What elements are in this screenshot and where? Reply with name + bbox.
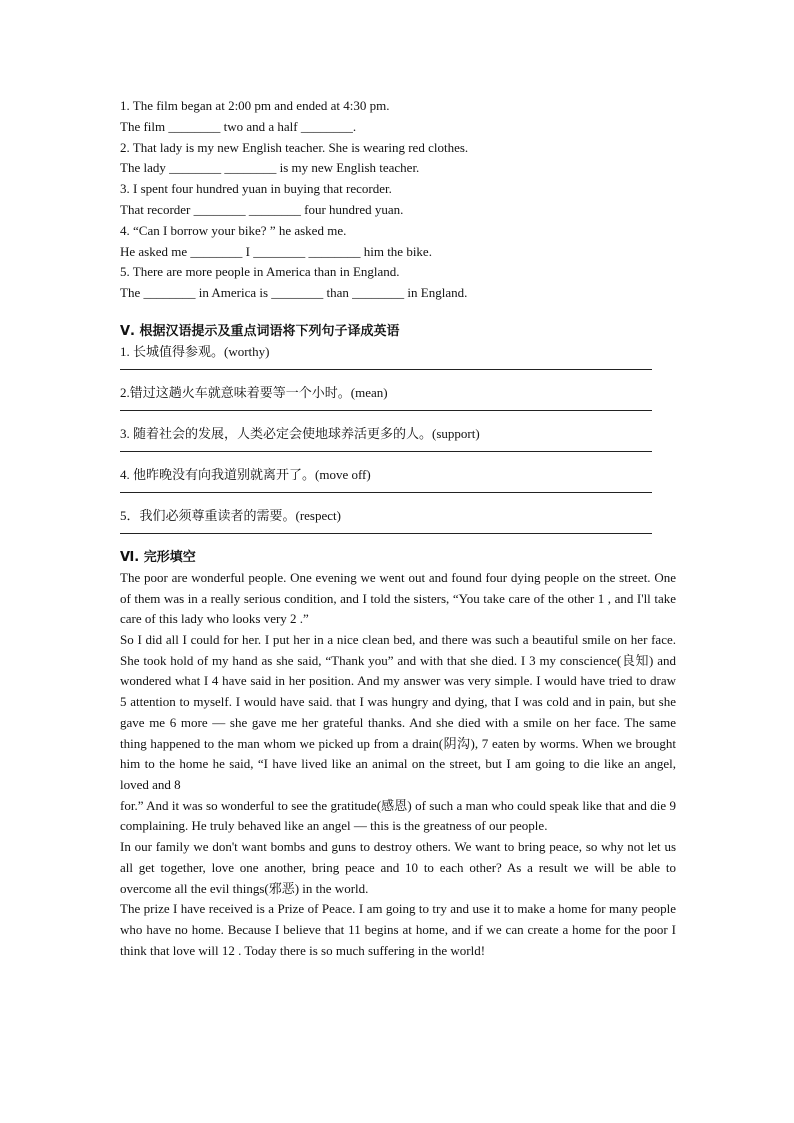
answer-line <box>120 369 652 370</box>
translation-section <box>120 322 676 534</box>
translation-prompt: 5．我们必须尊重读者的需要。(respect) <box>120 507 341 523</box>
rewrite-line: The ________ in America is ________ than ________ in England. <box>120 285 468 301</box>
rewrite-line: 1. The film began at 2:00 pm and ended at 4:30 pm. <box>120 98 390 113</box>
translation-prompt: 3. 随着社会的发展，人类必定会使地球养活更多的人。(support) <box>120 425 480 441</box>
rewrite-line: He asked me ________ I ________ ________ him the bike. <box>120 243 432 259</box>
translation-prompt: 4. 他昨晚没有向我道别就离开了。(move off) <box>120 466 371 482</box>
rewrite-line: 2. That lady is my new English teacher. She is wearing red clothes. <box>120 139 469 155</box>
rewrite-line: That recorder ________ ________ four hundred yuan. <box>120 201 404 217</box>
sentence-rewrite-section <box>120 96 676 304</box>
cloze-section <box>120 548 676 961</box>
answer-line <box>120 533 652 534</box>
cloze-paragraph: for.” And it was so wonderful to see the gratitude(感恩) of such a man who could speak like that and die 9 complaining. He truly behaved like an angel — this is the greatness of our people. <box>120 797 676 834</box>
worksheet-content <box>120 96 676 961</box>
rewrite-line: 3. I spent four hundred yuan in buying that recorder. <box>120 181 392 197</box>
rewrite-line: The film ________ two and a half ________. <box>120 118 357 134</box>
cloze-paragraph: The prize I have received is a Prize of Peace. I am going to try and use it to make a home for many people who have no home. Because I believe that 11 begins at home, and if we can create a home for the poor I think that love will 12 . Today there is so much suffering in the world! <box>120 901 676 958</box>
translation-prompt: 1. 长城值得参观。(worthy) <box>120 343 270 359</box>
rewrite-line: 4. “Can I borrow your bike? ” he asked me. <box>120 222 347 238</box>
answer-line <box>120 410 652 411</box>
cloze-paragraph: The poor are wonderful people. One evening we went out and found four dying people on the street. One of them was in a really serious condition, and I told the sisters, “You take care of the other 1 , and I'll take care of this lady who looks very 2 .” <box>120 569 676 627</box>
answer-line <box>120 492 652 493</box>
cloze-paragraph: So I did all I could for her. I put her in a nice clean bed, and there was such a beautiful smile on her face. She took hold of my hand as she said, “Thank you” and with that she died. I 3 my conscience(良知) and wondered what I 4 have said in her position. And my answer was very simple. I would have tried to draw 5 attention to myself. I would have said. that I was hungry and dying, that I was cold and in pain, but she gave me 6 more — she gave me her grateful thanks. And she died with a smile on her face. The same thing happened to the man whom we picked up from a drain(阴沟), 7 eaten by worms. When we brought him to the home he said, “I have lived like an animal on the street, but I am going to die like an angel, loved and 8 <box>120 632 676 792</box>
translation-prompt: 2.错过这趟火车就意味着要等一个小时。(mean) <box>120 384 388 400</box>
rewrite-line: 5. There are more people in America than in England. <box>120 264 400 280</box>
cloze-paragraph: In our family we don't want bombs and guns to destroy others. We want to bring peace, so why not let us all get together, love one another, bring peace and 10 to each other? As a result we will be able to overcome all the evil things(邪恶) in the world. <box>120 839 676 896</box>
rewrite-line: The lady ________ ________ is my new English teacher. <box>120 160 420 176</box>
answer-line <box>120 451 652 452</box>
section-heading: Ⅴ. 根据汉语提示及重点词语将下列句子译成英语 <box>120 323 400 339</box>
section-heading: Ⅵ. 完形填空 <box>120 549 196 565</box>
